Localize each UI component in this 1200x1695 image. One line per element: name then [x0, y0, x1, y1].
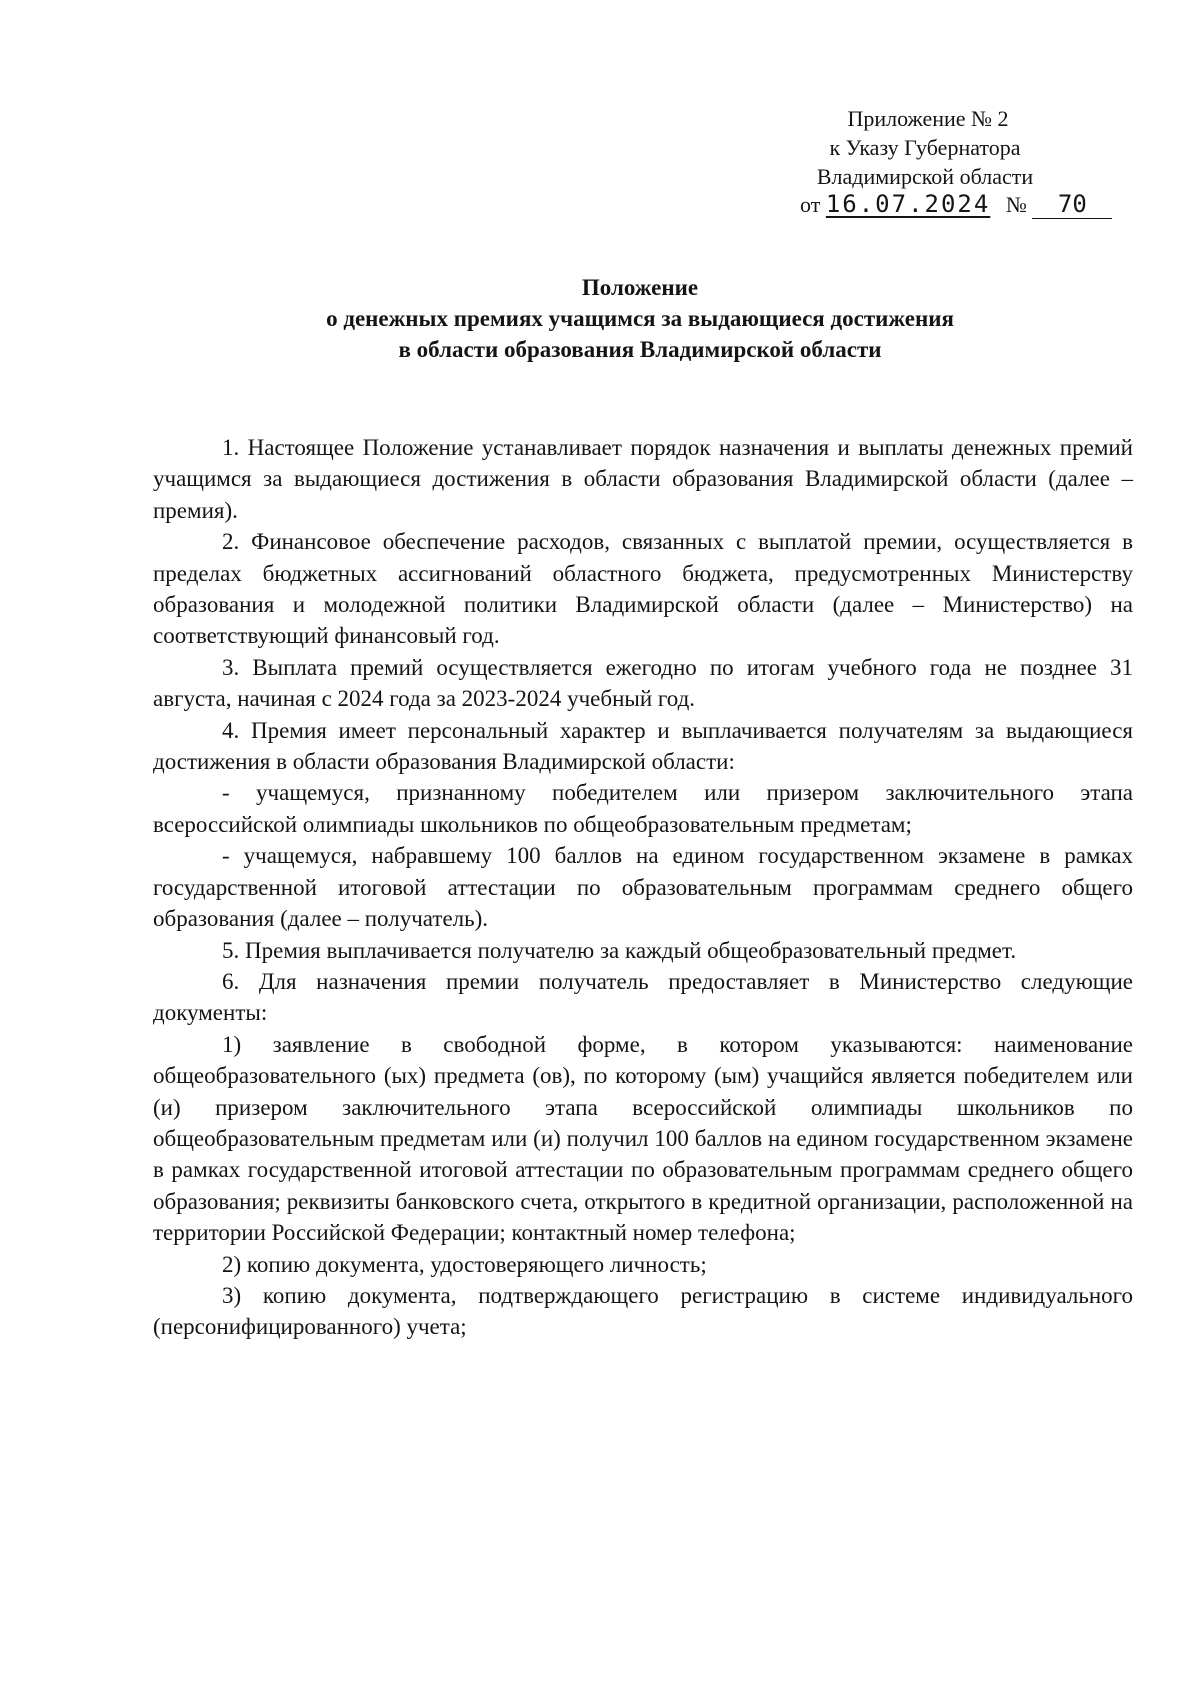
- paragraph-3: 3. Выплата премий осуществляется ежегодно по итогам учебного года не позднее 31 августа, начиная с 2024 года за 2023-2024 учебный год.: [153, 654, 1133, 712]
- paragraph-2: 2. Финансовое обеспечение расходов, связанных с выплатой премии, осуществляется в пределах бюджетных ассигнований областного бюджета, предусмотренных Министерству образования и молодежной политики Владимирской области (далее – Министерство) на соответствующий финансовый год.: [153, 529, 1133, 649]
- title-line-2: о денежных премиях учащимся за выдающиеся достижения: [326, 306, 954, 331]
- document-title: [150, 272, 1130, 365]
- document-body: [153, 432, 1133, 1343]
- appendix-number: Приложение № 2: [847, 106, 1009, 131]
- number-sign: №: [1005, 192, 1027, 217]
- paragraph-1: 1. Настоящее Положение устанавливает порядок назначения и выплаты денежных премий учащимся за выдающиеся достижения в области образования Владимирской области (далее – премия).: [153, 435, 1133, 523]
- decree-date: 16.07.2024: [825, 190, 991, 218]
- appendix-region: Владимирской области: [816, 164, 1034, 189]
- title-line-1: Положение: [581, 275, 699, 300]
- paragraph-4: 4. Премия имеет персональный характер и выплачивается получателям за выдающиеся достижения в области образования Владимирской области:: [153, 717, 1133, 775]
- appendix-header: [770, 104, 1080, 191]
- paragraph-6: 6. Для назначения премии получатель предоставляет в Министерство следующие документы:: [153, 968, 1133, 1026]
- paragraph-6-item-2: 2) копию документа, удостоверяющего личность;: [222, 1251, 707, 1277]
- title-line-3: в области образования Владимирской области: [398, 337, 882, 362]
- date-prefix: от: [800, 192, 821, 217]
- paragraph-6-item-3: 3) копию документа, подтверждающего регистрацию в системе индивидуального (персонифицированного) учета;: [153, 1282, 1133, 1340]
- decree-date-line: [800, 190, 1112, 219]
- paragraph-4-item-2: - учащемуся, набравшему 100 баллов на едином государственном экзамене в рамках государственной итоговой аттестации по образовательным программам среднего общего образования (далее – получатель).: [153, 843, 1133, 932]
- decree-number: 70: [1032, 190, 1112, 219]
- paragraph-4-item-1: - учащемуся, признанному победителем или призером заключительного этапа всероссийской олимпиады школьников по общеобразовательным предметам;: [153, 780, 1133, 837]
- appendix-decree-ref: к Указу Губернатора: [829, 135, 1021, 160]
- paragraph-5: 5. Премия выплачивается получателю за каждый общеобразовательный предмет.: [222, 937, 1017, 963]
- paragraph-6-item-1: 1) заявление в свободной форме, в котором указываются: наименование общеобразовательного (ых) предмета (ов), по которому (ым) учащийся является победителем или (и) призером заключительного этапа всероссийской олимпиады школьников по общеобразовательным предметам или (и) получил 100 баллов на едином государственном экзамене в рамках государственной итоговой аттестации по образовательным программам среднего общего образования; реквизиты банковского счета, открытого в кредитной организации, расположенной на территории Российской Федерации; контактный номер телефона;: [153, 1031, 1133, 1246]
